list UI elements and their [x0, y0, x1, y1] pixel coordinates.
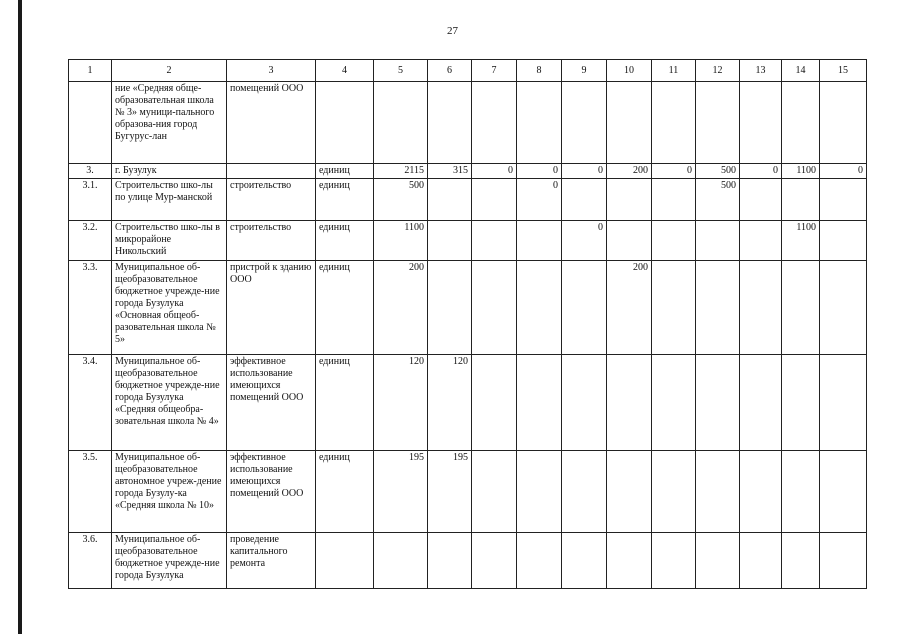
value-cell	[517, 82, 562, 164]
value-cell	[696, 82, 740, 164]
value-cell: 0	[472, 164, 517, 179]
value-cell	[652, 221, 696, 261]
header-cell: 9	[562, 60, 607, 82]
value-cell	[517, 451, 562, 533]
table-row	[69, 179, 867, 221]
value-cell	[472, 82, 517, 164]
page-number: 27	[447, 25, 458, 37]
value-cell	[517, 533, 562, 589]
value-cell	[820, 355, 867, 451]
unit: единиц	[316, 261, 374, 355]
value-cell	[374, 533, 428, 589]
unit: единиц	[316, 221, 374, 261]
value-cell: 500	[696, 179, 740, 221]
value-cell	[740, 261, 782, 355]
object-name: Строительство шко-лы в микрорайоне Никольский	[112, 221, 227, 261]
value-cell: 0	[652, 164, 696, 179]
value-cell: 1100	[782, 221, 820, 261]
value-cell	[607, 179, 652, 221]
value-cell: 500	[696, 164, 740, 179]
unit	[316, 82, 374, 164]
value-cell: 1100	[782, 164, 820, 179]
value-cell: 0	[740, 164, 782, 179]
unit: единиц	[316, 164, 374, 179]
header-cell: 10	[607, 60, 652, 82]
value-cell	[740, 221, 782, 261]
table-row	[69, 221, 867, 261]
value-cell	[740, 451, 782, 533]
value-cell	[472, 261, 517, 355]
measure-type: проведение капитального ремонта	[227, 533, 316, 589]
value-cell	[652, 82, 696, 164]
table-row	[69, 164, 867, 179]
value-cell	[782, 533, 820, 589]
table-row	[69, 533, 867, 589]
value-cell	[607, 451, 652, 533]
measure-type	[227, 164, 316, 179]
unit: единиц	[316, 355, 374, 451]
header-cell: 8	[517, 60, 562, 82]
value-cell	[472, 533, 517, 589]
value-cell	[472, 179, 517, 221]
measure-type: пристрой к зданию ООО	[227, 261, 316, 355]
measure-type: строительство	[227, 179, 316, 221]
page-edge-bar	[18, 0, 22, 634]
value-cell	[472, 355, 517, 451]
value-cell: 0	[517, 164, 562, 179]
object-name: Муниципальное об-щеобразовательное бюджетное учрежде-ние города Бузулука «Основная общеоб-разовательная школа № 5»	[112, 261, 227, 355]
value-cell	[652, 533, 696, 589]
measure-type: эффективное использование имеющихся помещений ООО	[227, 451, 316, 533]
value-cell	[696, 221, 740, 261]
value-cell	[428, 82, 472, 164]
value-cell	[607, 221, 652, 261]
header-cell: 7	[472, 60, 517, 82]
unit: единиц	[316, 179, 374, 221]
value-cell	[652, 261, 696, 355]
measure-type: эффективное использование имеющихся помещений ООО	[227, 355, 316, 451]
value-cell	[428, 261, 472, 355]
value-cell: 200	[607, 164, 652, 179]
row-number: 3.6.	[69, 533, 112, 589]
value-cell: 0	[517, 179, 562, 221]
value-cell: 2115	[374, 164, 428, 179]
value-cell: 120	[374, 355, 428, 451]
value-cell	[740, 533, 782, 589]
measure-type: помещений ООО	[227, 82, 316, 164]
value-cell	[517, 261, 562, 355]
value-cell	[740, 82, 782, 164]
row-number	[69, 82, 112, 164]
value-cell	[652, 179, 696, 221]
value-cell	[562, 451, 607, 533]
measure-type: строительство	[227, 221, 316, 261]
header-cell: 13	[740, 60, 782, 82]
object-name: г. Бузулук	[112, 164, 227, 179]
row-number: 3.5.	[69, 451, 112, 533]
value-cell	[562, 533, 607, 589]
value-cell	[740, 355, 782, 451]
value-cell: 200	[607, 261, 652, 355]
value-cell	[740, 179, 782, 221]
value-cell	[782, 179, 820, 221]
value-cell	[562, 355, 607, 451]
value-cell: 120	[428, 355, 472, 451]
table-row	[69, 355, 867, 451]
row-number: 3.	[69, 164, 112, 179]
value-cell: 195	[374, 451, 428, 533]
header-cell: 11	[652, 60, 696, 82]
value-cell	[820, 533, 867, 589]
value-cell	[696, 261, 740, 355]
value-cell	[562, 82, 607, 164]
value-cell	[374, 82, 428, 164]
value-cell: 195	[428, 451, 472, 533]
value-cell	[562, 179, 607, 221]
object-name: Муниципальное об-щеобразовательное автономное учреж-дение города Бузулу-ка «Средняя школа № 10»	[112, 451, 227, 533]
value-cell	[820, 451, 867, 533]
header-cell: 5	[374, 60, 428, 82]
value-cell	[607, 82, 652, 164]
value-cell	[607, 355, 652, 451]
header-cell: 3	[227, 60, 316, 82]
value-cell	[428, 221, 472, 261]
header-cell: 12	[696, 60, 740, 82]
row-number: 3.4.	[69, 355, 112, 451]
value-cell	[428, 179, 472, 221]
header-cell: 15	[820, 60, 867, 82]
header-cell: 4	[316, 60, 374, 82]
data-table	[68, 59, 867, 589]
value-cell: 0	[820, 164, 867, 179]
value-cell	[820, 221, 867, 261]
value-cell	[652, 451, 696, 533]
value-cell: 500	[374, 179, 428, 221]
value-cell	[782, 261, 820, 355]
table-row	[69, 261, 867, 355]
unit	[316, 533, 374, 589]
table-row	[69, 82, 867, 164]
row-number: 3.3.	[69, 261, 112, 355]
value-cell	[820, 82, 867, 164]
header-cell: 1	[69, 60, 112, 82]
value-cell	[696, 533, 740, 589]
value-cell: 0	[562, 164, 607, 179]
value-cell	[820, 261, 867, 355]
header-row	[69, 60, 867, 82]
table-row	[69, 451, 867, 533]
value-cell: 0	[562, 221, 607, 261]
object-name: Муниципальное об-щеобразовательное бюджетное учрежде-ние города Бузулука	[112, 533, 227, 589]
object-name: Муниципальное об-щеобразовательное бюджетное учрежде-ние города Бузулука «Средняя общеобра-зовательная школа № 4»	[112, 355, 227, 451]
value-cell	[517, 221, 562, 261]
value-cell: 200	[374, 261, 428, 355]
row-number: 3.2.	[69, 221, 112, 261]
value-cell	[562, 261, 607, 355]
value-cell	[428, 533, 472, 589]
unit: единиц	[316, 451, 374, 533]
value-cell	[696, 451, 740, 533]
object-name: Строительство шко-лы по улице Мур-манской	[112, 179, 227, 221]
value-cell	[820, 179, 867, 221]
header-cell: 14	[782, 60, 820, 82]
header-cell: 2	[112, 60, 227, 82]
value-cell	[607, 533, 652, 589]
header-cell: 6	[428, 60, 472, 82]
row-number: 3.1.	[69, 179, 112, 221]
value-cell	[472, 221, 517, 261]
value-cell	[652, 355, 696, 451]
value-cell	[782, 82, 820, 164]
value-cell: 1100	[374, 221, 428, 261]
value-cell	[472, 451, 517, 533]
value-cell	[517, 355, 562, 451]
value-cell: 315	[428, 164, 472, 179]
object-name: ние «Средняя обще-образовательная школа № 3» муници-пального образова-ния город Бугурус-лан	[112, 82, 227, 164]
value-cell	[782, 451, 820, 533]
value-cell	[782, 355, 820, 451]
value-cell	[696, 355, 740, 451]
